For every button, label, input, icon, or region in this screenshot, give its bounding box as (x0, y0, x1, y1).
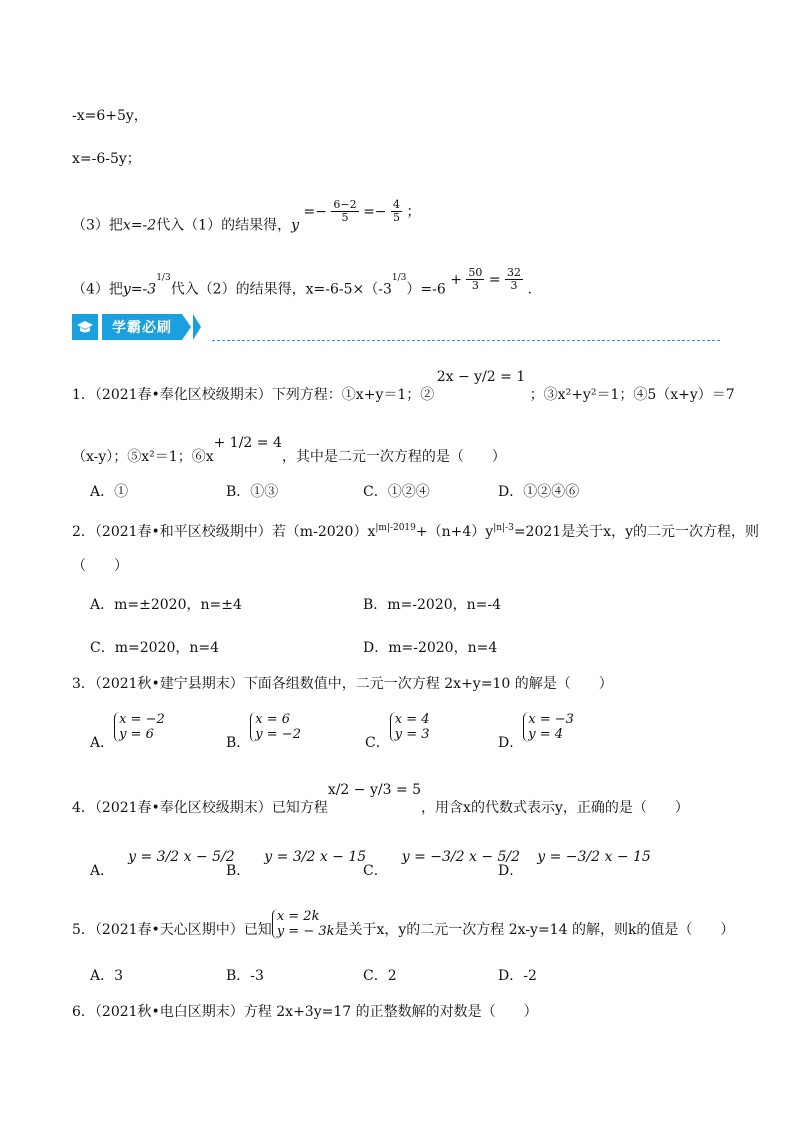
question-2-option-d[interactable]: D．m=-2020，n=4 (363, 640, 498, 656)
question-1-option-a[interactable]: A．① (90, 484, 129, 500)
question-3-option-d[interactable]: D．x = −3 y = 4 (498, 712, 574, 751)
banner-title: 学霸必刷 (102, 314, 182, 340)
question-1-option-d[interactable]: D．①②④⑥ (498, 484, 580, 500)
question-5-option-a[interactable]: A．3 (90, 968, 124, 984)
question-5-option-b[interactable]: B．-3 (226, 968, 264, 984)
section-banner (72, 313, 201, 341)
question-4-stem: 4．（2021春•奉化区校级期末）已知方程x/2 − y/3 = 5，用含x的代数式表示y，正确的是（ ） (72, 782, 689, 816)
question-1-option-c[interactable]: C．①②④ (363, 484, 430, 500)
question-2-option-b[interactable]: B．m=-2020，n=-4 (363, 597, 502, 613)
question-2-option-a[interactable]: A．m=±2020，n=±4 (90, 597, 242, 613)
question-1-option-b[interactable]: B．①③ (226, 484, 279, 500)
question-4-option-a[interactable]: A．y = 3/2 x − 5/2 (90, 849, 235, 879)
question-2-stem-cont: （ ） (72, 558, 128, 574)
question-5-stem: 5．（2021春•天心区期中）已知x = 2k y = − 3k是关于x，y的二元一次方程 2x-y=14 的解，则k的值是（ ） (72, 909, 735, 939)
question-3-stem: 3．（2021秋•建宁县期末）下面各组数值中，二元一次方程 2x+y=10 的解是（ ） (72, 676, 613, 692)
question-1-stem: 1．（2021春•奉化区校级期末）下列方程：①x+y＝1；② 2x − y/2 = 1 ；③x²+y²＝1；④5（x+y）＝7 (72, 369, 735, 403)
question-5-option-d[interactable]: D．-2 (498, 968, 537, 984)
solution-step-4: （4）把$y=-3^{1/3}$代入（2）的结果得，$x=-6-5\times(-3^{1/3})=-6$ + $\frac{50}{3}$ = $\frac{32}{3}$ . (72, 266, 532, 298)
question-4-option-d[interactable]: D．y = −3/2 x − 15 (498, 849, 651, 879)
question-4-option-c[interactable]: C．y = −3/2 x − 5/2 (363, 849, 521, 879)
question-6-stem: 6．（2021秋•电白区期末）方程 2x+3y=17 的正整数解的对数是（ ） (72, 1004, 538, 1020)
banner-arrow-2 (193, 314, 201, 340)
question-5-option-c[interactable]: C．2 (363, 968, 397, 984)
banner-arrow (182, 314, 191, 340)
graduation-cap-icon (72, 314, 98, 340)
solution-step-3: （3）把x=-2代入（1）的结果得，y =− $\frac{6-2}{5}$ =− $\frac{4}{5}$ ； (72, 198, 421, 234)
question-4-option-b[interactable]: B．y = 3/2 x − 15 (226, 849, 367, 879)
question-2-stem: 2．（2021春•和平区校级期中）若$(m-2020)x^{|m|-2019}+(n+4)y^{|n|-3}=2021$是关于x，y的二元一次方程，则 (72, 523, 759, 540)
question-3-option-b[interactable]: B．x = 6 y = −2 (226, 712, 301, 751)
question-2-option-c[interactable]: C．m=2020，n=4 (90, 640, 220, 656)
question-3-option-a[interactable]: A．x = −2 y = 6 (90, 712, 165, 751)
banner-divider (212, 340, 720, 341)
solution-line-2: x=-6-5y； (72, 151, 141, 167)
solution-line-1: -x=6+5y， (72, 108, 148, 124)
question-1-stem-cont: （x-y）；⑤x²＝1；⑥x+ 1/2 = 4，其中是二元一次方程的是（ ） (72, 435, 506, 465)
question-3-option-c[interactable]: C．x = 4 y = 3 (365, 712, 430, 751)
